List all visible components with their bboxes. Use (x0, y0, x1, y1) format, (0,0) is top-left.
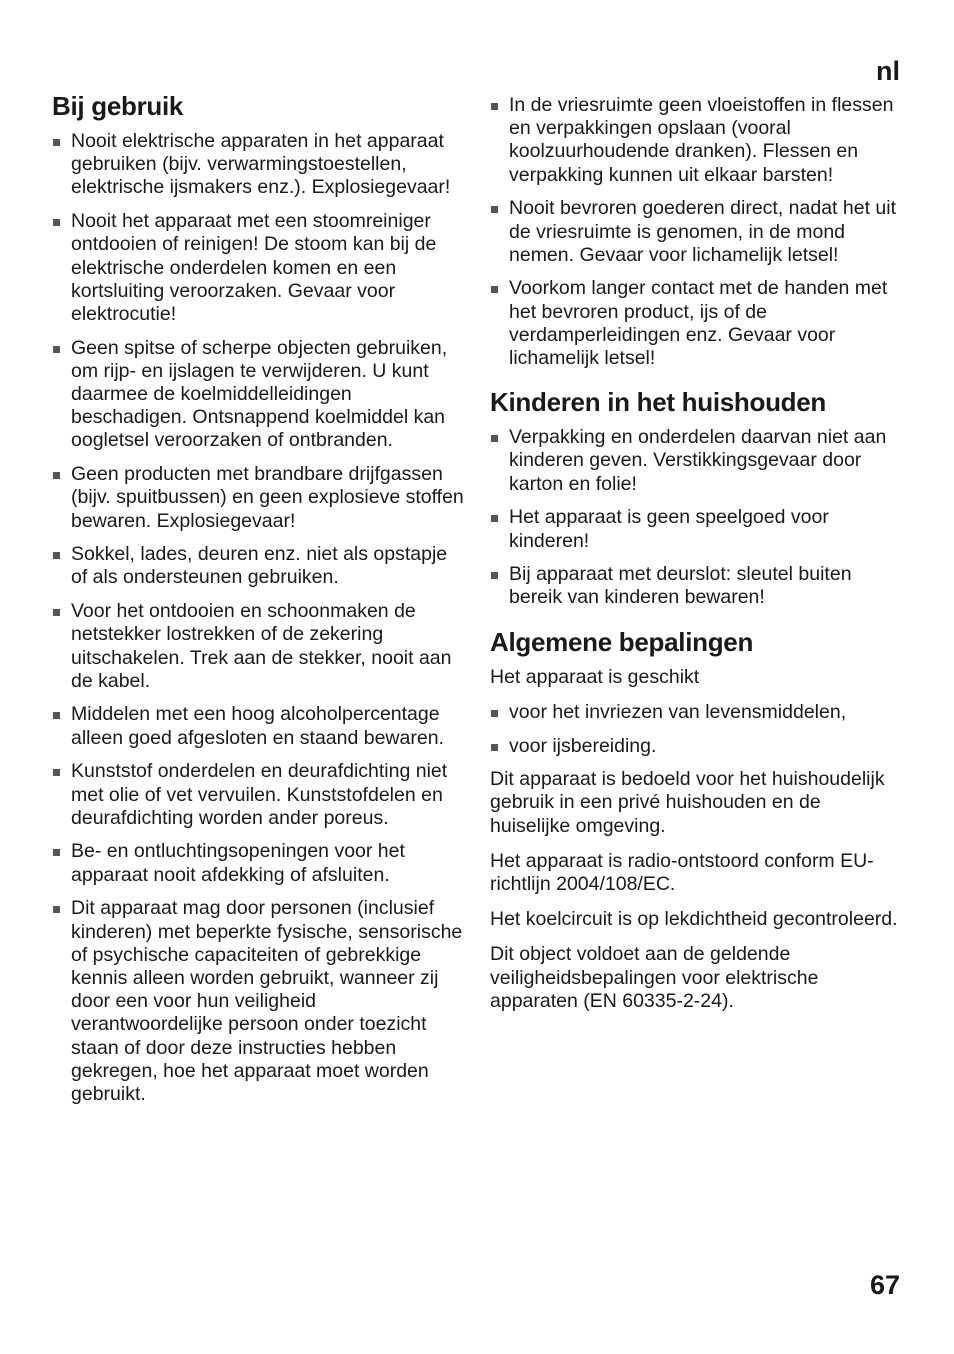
list-item: Kunststof onderdelen en deurafdichting niet met olie of vet vervuilen. Kunststofdelen en deurafdichting worden ander poreus. (52, 760, 466, 830)
left-column (52, 90, 466, 1117)
list-item: Nooit bevroren goederen direct, nadat het uit de vriesruimte is genomen, in de mond nemen. Gevaar voor lichamelijk letsel! (490, 197, 904, 267)
bullet-icon (53, 906, 60, 913)
list-item: In de vriesruimte geen vloeistoffen in flessen en verpakkingen opslaan (vooral koolzuurhoudende dranken). Flessen en verpakking kunnen uit elkaar barsten! (490, 94, 904, 187)
bullet-icon (491, 744, 498, 751)
bullet-icon (491, 206, 498, 213)
bullet-icon (491, 710, 498, 717)
bullet-icon (491, 572, 498, 579)
bullet-icon (491, 435, 498, 442)
general-intro: Het apparaat is geschikt (490, 665, 700, 688)
bullet-icon (491, 103, 498, 110)
section-title-children: Kinderen in het huishouden (490, 387, 826, 418)
language-code: nl (876, 56, 900, 86)
right-column (490, 94, 904, 1025)
general-paragraph: Dit apparaat is bedoeld voor het huishoudelijk gebruik in een privé huishouden en de huiselijke omgeving. (490, 768, 885, 837)
list-item: Be- en ontluchtingsopeningen voor het apparaat nooit afdekking of afsluiten. (52, 840, 466, 886)
bullet-icon (53, 609, 60, 616)
bullet-icon (53, 712, 60, 719)
general-paragraph: Het koelcircuit is op lekdichtheid gecontroleerd. (490, 908, 898, 931)
bullet-icon (491, 515, 498, 522)
children-section (490, 386, 904, 609)
list-item: Verpakking en onderdelen daarvan niet aan kinderen geven. Verstikkingsgevaar door karton en folie! (490, 426, 904, 496)
bullet-icon (53, 769, 60, 776)
list-item: Geen spitse of scherpe objecten gebruiken, om rijp- en ijslagen te verwijderen. U kunt daarmee de koelmiddelleidingen beschadigen. Ontsnappend koelmiddel kan oogletsel veroorzaken of ontbranden. (52, 337, 466, 453)
children-list (490, 426, 904, 609)
list-item: Nooit het apparaat met een stoomreiniger ontdooien of reinigen! De stoom kan bij de elektrische onderdelen komen en een kortsluiting veroorzaken. Gevaar voor elektrocutie! (52, 210, 466, 326)
list-item: voor het invriezen van levensmiddelen, (490, 701, 904, 724)
bullet-icon (53, 849, 60, 856)
list-item: Het apparaat is geen speelgoed voor kinderen! (490, 506, 904, 552)
list-item: Middelen met een hoog alcoholpercentage alleen goed afgesloten en staand bewaren. (52, 703, 466, 749)
list-item: Geen producten met brandbare drijfgassen (bijv. spuitbussen) en geen explosieve stoffen bewaren. Explosiegevaar! (52, 463, 466, 533)
list-item: Nooit elektrische apparaten in het apparaat gebruiken (bijv. verwarmingstoestellen, elektrische ijsmakers enz.). Explosiegevaar! (52, 130, 466, 200)
general-paragraph: Dit object voldoet aan de geldende veiligheidsbepalingen voor elektrische apparaten (EN 60335-2-24). (490, 943, 819, 1012)
bullet-icon (53, 472, 60, 479)
bullet-icon (53, 346, 60, 353)
general-paragraph: Het apparaat is radio-ontstoord conform EU-richtlijn 2004/108/EC. (490, 849, 874, 896)
list-item: Bij apparaat met deurslot: sleutel buiten bereik van kinderen bewaren! (490, 563, 904, 609)
page-number: 67 (869, 1270, 900, 1300)
usage-list (52, 130, 466, 1106)
section-title-usage: Bij gebruik (52, 91, 184, 121)
list-item: Sokkel, lades, deuren enz. niet als opstapje of als ondersteunen gebruiken. (52, 543, 466, 589)
bullet-icon (491, 286, 498, 293)
bullet-icon (53, 552, 60, 559)
list-item: voor ijsbereiding. (490, 735, 904, 758)
section-title-general: Algemene bepalingen (490, 626, 754, 657)
general-list (490, 701, 904, 758)
bullet-icon (53, 219, 60, 226)
list-item: Dit apparaat mag door personen (inclusief kinderen) met beperkte fysische, sensorische of psychische capaciteiten of gebrekkige kennis alleen worden gebruikt, wanneer zij door een voor hun veiligheid verantwoordelijke persoon onder toezicht staan of door deze instructies hebben gekregen, hoe het apparaat moet worden gebruikt. (52, 897, 466, 1106)
freezer-warnings-list (490, 94, 904, 370)
bullet-icon (53, 139, 60, 146)
list-item: Voorkom langer contact met de handen met het bevroren product, ijs of de verdamperleidingen enz. Gevaar voor lichamelijk letsel! (490, 277, 904, 370)
list-item: Voor het ontdooien en schoonmaken de netstekker lostrekken of de zekering uitschakelen. Trek aan de stekker, nooit aan de kabel. (52, 600, 466, 693)
general-section (490, 626, 904, 1013)
